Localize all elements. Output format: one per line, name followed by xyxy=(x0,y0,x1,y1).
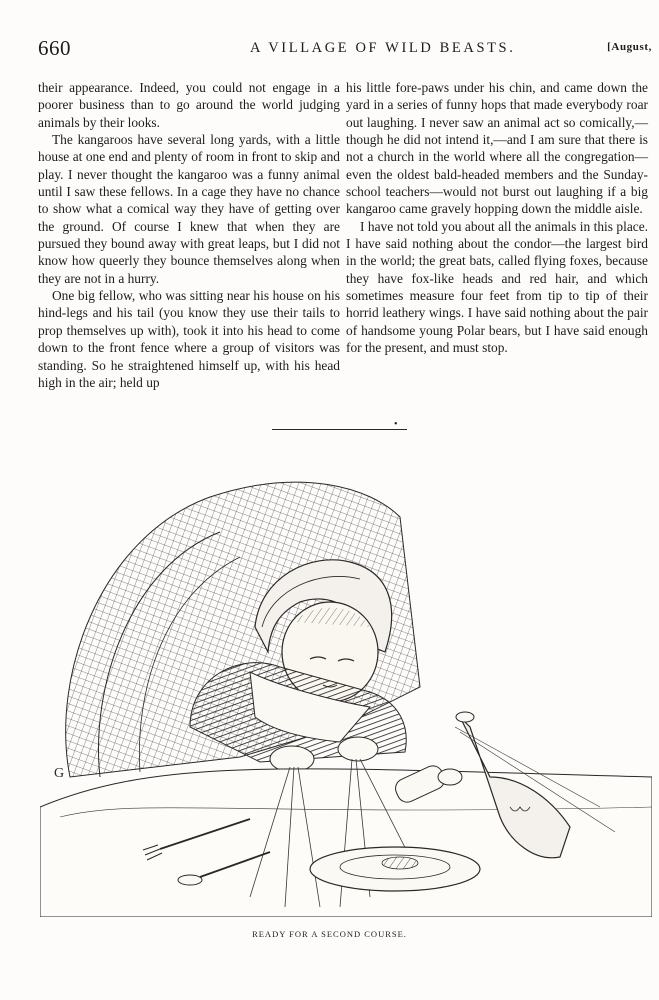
artist-signature: G xyxy=(54,766,65,781)
ornament-dot: • xyxy=(394,419,398,430)
left-column xyxy=(38,79,340,391)
right-column xyxy=(346,79,648,357)
paragraph: his little fore-paws under his chin, and came down the yard in a series of funny hops that made everybody roar out laughing. I never saw an animal act so comically,—though he did not intend it,—and I am sure that there is not a church in the world where all the congregation—even the oldest bald-headed members and the Sunday-school teachers—would not burst out laughing if a big kangaroo came gravely hopping down the middle aisle. xyxy=(346,80,648,217)
paragraph: One big fellow, who was sitting near his house on his hind-legs and his tail (you know they use their tails to prop themselves up with), took it into his head to come down to the front fence where a group of visitors was standing. So he straightened himself up, with his head high in the air; held up xyxy=(38,288,340,390)
illustration-caption: READY FOR A SECOND COURSE. xyxy=(252,929,407,939)
section-rule xyxy=(272,429,407,430)
page-number: 660 xyxy=(38,36,71,60)
paragraph: The kangaroos have several long yards, with a little house at one end and plenty of room in front to skip and play. I never thought the kangaroo was a funny animal until I saw these fellows. In a cage they have no chance to show what a comical way they have of getting over the ground. Of course I knew that when they are pursued they bound away with great leaps, but I did not know how queerly they bounce themselves along when they are not in a hurry. xyxy=(38,132,340,286)
running-head xyxy=(38,36,652,60)
running-title: A VILLAGE OF WILD BEASTS. xyxy=(250,40,516,56)
paragraph: I have not told you about all the animals in this place. I have said nothing about the condor—the largest bird in the world; the great bats, called flying foxes, because they have fox-like heads and red hair, and which sometimes measure four feet from tip to tip of their horrid leathery wings. I have said nothing about the pair of handsome young Polar bears, but I have said enough for the present, and must stop. xyxy=(346,218,648,356)
engraving-illustration xyxy=(40,477,652,917)
running-month: [August, xyxy=(607,41,652,53)
plate xyxy=(310,847,480,891)
paragraph: their appearance. Indeed, you could not engage in a poorer business than to go around the world judging animals by their looks. xyxy=(38,80,340,130)
